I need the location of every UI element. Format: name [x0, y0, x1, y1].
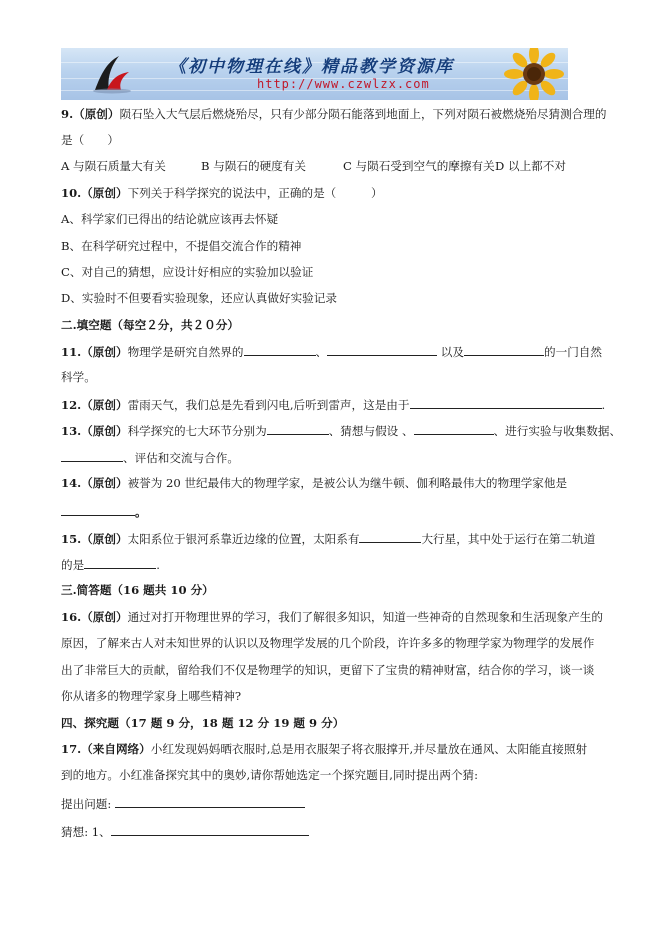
q17-guess-blank[interactable] — [111, 823, 309, 836]
q13-line2 — [61, 449, 239, 466]
q14-line2 — [61, 503, 147, 520]
sunflower-icon — [500, 48, 564, 100]
q12-text: 雷雨天气，我们总是先看到闪电,后听到雷声，这是由于 — [127, 398, 410, 412]
q11-sep: 、 — [315, 345, 328, 359]
q9-option-c: C 与陨石受到空气的摩擦有关 — [343, 159, 495, 173]
q15-text-3: 的是 — [61, 558, 85, 572]
q13-blank-1[interactable] — [267, 422, 329, 435]
q9-option-b: B 与陨石的硬度有关 — [201, 159, 306, 173]
q16-tag: （原创） — [81, 610, 128, 624]
q10-tag: （原创） — [81, 186, 128, 200]
q17-guess-row — [61, 823, 309, 840]
q12-tag: （原创） — [81, 398, 128, 412]
q11-tag: （原创） — [81, 345, 128, 359]
q13-text-4: 、评估和交流与合作。 — [123, 451, 239, 465]
q15-text-2: 大行星，其中处于运行在第二轨道 — [421, 532, 596, 546]
section-short-answer-heading: 三.简答题（16 题共 10 分） — [61, 583, 214, 597]
q9-option-a: A 与陨石质量大有关 — [61, 159, 166, 173]
q11-text-2: 以及 — [437, 345, 464, 359]
q12-end: . — [601, 398, 606, 412]
section-fill-in-heading: 二.填空题（每空２分，共２０分） — [61, 318, 239, 332]
q17-line2: 到的地方。小红准备探究其中的奥妙,请你帮她选定一个探究题目,同时提出两个猜: — [61, 768, 479, 782]
q11-number: 11. — [61, 345, 82, 359]
q13-text-3: 、进行实验与收集数据、 — [493, 424, 622, 438]
q9-line1 — [61, 106, 606, 122]
q13-number: 13. — [61, 424, 82, 438]
q10-stem-line — [61, 185, 383, 201]
q11-blank-3[interactable] — [464, 343, 544, 356]
q14-tag: （原创） — [81, 476, 128, 490]
q9-options — [61, 158, 566, 174]
q16-line2: 原因，了解来古人对未知世界的认识以及物理学发展的几个阶段，许许多多的物理学家为物理学的发展作 — [61, 636, 595, 650]
q11-blank-1[interactable] — [244, 343, 316, 356]
q16-line4: 你从诸多的物理学家身上哪些精神? — [61, 689, 242, 703]
q14-end: 。 — [135, 505, 147, 519]
q10-option-a: A、科学家们已得出的结论就应该再去怀疑 — [61, 212, 279, 226]
q17-question-label: 提出问题: — [61, 797, 112, 811]
q10-option-b: B、在科学研究过程中，不提倡交流合作的精神 — [61, 239, 302, 253]
q13-tag: （原创） — [81, 424, 128, 438]
q15-line1 — [61, 530, 595, 547]
q17-line1 — [61, 741, 587, 757]
q13-blank-3[interactable] — [61, 449, 123, 462]
banner-url: http://www.czwlzx.com — [257, 77, 430, 91]
q15-text-1: 太阳系位于银河系靠近边缘的位置，太阳系有 — [127, 532, 360, 546]
q17-text-1: 小红发现妈妈晒衣服时,总是用衣服架子将衣服撑开,并尽量放在通风、太阳能直接照射 — [150, 742, 588, 756]
q14-number: 14. — [61, 476, 82, 490]
q14-line1 — [61, 475, 567, 491]
q15-blank-1[interactable] — [359, 530, 421, 543]
q16-line3: 出了非常巨大的贡献，留给我们不仅是物理学的知识，更留下了宝贵的精神财富，结合你的学习，谈一谈 — [61, 663, 595, 677]
site-logo-icon — [91, 54, 133, 94]
q15-blank-2[interactable] — [84, 556, 156, 569]
q10-option-c: C、对自己的猜想，应设计好相应的实验加以验证 — [61, 265, 314, 279]
q15-line2 — [61, 556, 160, 573]
q16-text-1: 通过对打开物理世界的学习，我们了解很多知识，知道一些神奇的自然现象和生活现象产生的 — [127, 610, 603, 624]
q17-question-blank[interactable] — [115, 795, 305, 808]
q11-line2: 科学。 — [61, 370, 96, 384]
q9-tag: （原创） — [73, 107, 120, 121]
q12-number: 12. — [61, 398, 82, 412]
q13-blank-2[interactable] — [414, 422, 494, 435]
q15-number: 15. — [61, 532, 82, 546]
q14-blank[interactable] — [61, 503, 135, 516]
q15-end: . — [156, 558, 160, 572]
q9-stem: 陨石坠入大气层后燃烧殆尽，只有少部分陨石能落到地面上，下列对陨石被燃烧殆尽猜测合理的 — [119, 107, 607, 121]
q17-guess-label: 猜想: 1、 — [61, 825, 111, 839]
q13-text-2: 、猜想与假设 、 — [328, 424, 414, 438]
q10-stem: 下列关于科学探究的说法中，正确的是（ ） — [127, 186, 383, 200]
q13-line1 — [61, 422, 621, 439]
q11-text-3: 的一门自然 — [544, 345, 602, 359]
q17-question-row — [61, 795, 305, 812]
q9-number: 9. — [61, 107, 74, 121]
header-banner — [61, 48, 568, 100]
q10-number: 10. — [61, 186, 82, 200]
q17-number: 17. — [61, 742, 82, 756]
q11-text-1: 物理学是研究自然界的 — [127, 345, 244, 359]
q16-line1 — [61, 609, 603, 625]
q9-line2: 是（ ） — [61, 133, 119, 147]
q15-tag: （原创） — [81, 532, 128, 546]
q16-number: 16. — [61, 610, 82, 624]
q12-blank[interactable] — [410, 396, 602, 409]
q17-tag: （来自网络） — [81, 742, 151, 756]
q12-line — [61, 396, 605, 413]
section-inquiry-heading: 四、探究题（17 题 9 分，18 题 12 分 19 题 9 分） — [61, 716, 345, 730]
q11-line1 — [61, 343, 602, 360]
q9-option-d: D 以上都不对 — [495, 159, 566, 173]
q14-text: 被誉为 20 世纪最伟大的物理学家，是被公认为继牛顿、伽利略最伟大的物理学家他是 — [127, 476, 568, 490]
banner-title: 《初中物理在线》精品教学资源库 — [169, 57, 454, 77]
q11-blank-2[interactable] — [327, 343, 437, 356]
q13-text-1: 科学探究的七大环节分别为 — [127, 424, 267, 438]
q10-option-d: D、实验时不但要看实验现象，还应认真做好实验记录 — [61, 291, 337, 305]
